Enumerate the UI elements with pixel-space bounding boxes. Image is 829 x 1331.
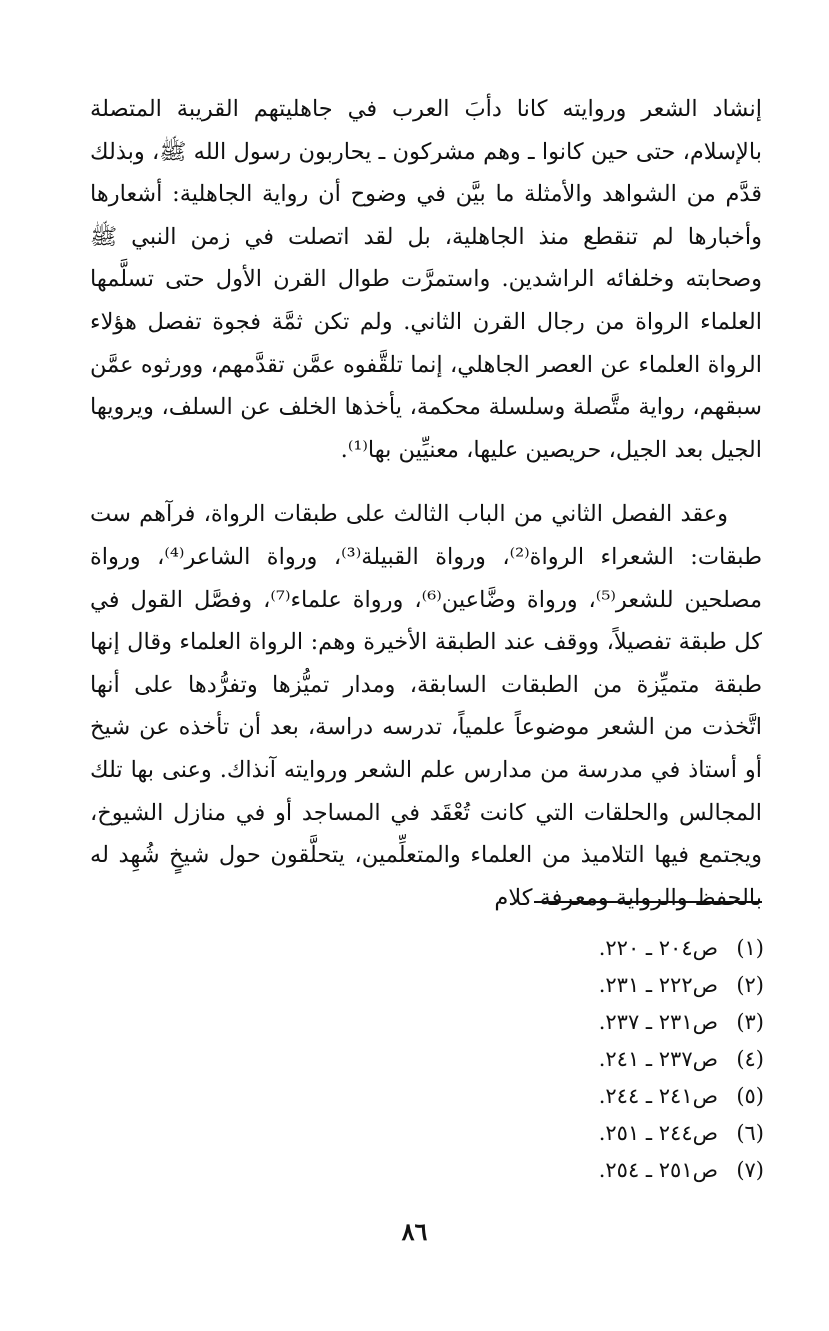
footnote-item (480, 930, 764, 967)
footnote-number: (٦) (736, 1121, 764, 1145)
footnote-text: ص٢٤٤ ـ ٢٥١. (598, 1121, 718, 1145)
paragraph-2: وعقد الفصل الثاني من الباب الثالث على طبقات الرواة، فرآهم ست طبقات: الشعراء الرواة⁽²⁾، ورواة القبيلة⁽³⁾، ورواة الشاعر⁽⁴⁾، ورواة مصلحين للشعر⁽⁵⁾، ورواة وضَّاعين⁽⁶⁾، ورواة علماء⁽⁷⁾، وفصَّل القول في كل طبقة تفصيلاً، ووقف عند الطبقة الأخيرة وهم: الرواة العلماء وقال إنها طبقة متميِّزة من الطبقات السابقة، ومدار تميُّزها وتفرُّدها على أنها اتَّخذت من الشعر موضوعاً علمياً، تدرسه دراسة، بعد أن تأخذه عن شيخ أو أستاذ في مدرسة من مدارس علم الشعر وروايته آنذاك. وعنى بها تلك المجالس والحلقات التي كانت تُعْقَد في المساجد أو في منازل الشيوخ، ويجتمع فيها التلاميذ من العلماء والمتعلِّمين، يتحلَّقون حول شيخٍ شُهِد له بالحفظ والرواية ومعرفة كلام (90, 501, 762, 911)
footnote-text: ص٢٥١ ـ ٢٥٤. (598, 1158, 718, 1182)
footnote-item (480, 1004, 764, 1041)
paragraph-1: إنشاد الشعر وروايته كانا دأبَ العرب في جاهليتهم القريبة المتصلة بالإسلام، حتى حين كانوا ـ وهم مشركون ـ يحاربون رسول الله ﷺ، وبذلك قدَّم من الشواهد والأمثلة ما بيَّن في وضوح أن رواية الجاهلية: أشعارها وأخبارها لم تنقطع منذ الجاهلية، بل لقد اتصلت في زمن النبي ﷺ وصحابته وخلفائه الراشدين. واستمرَّت طوال القرن الأول حتى تسلَّمها العلماء الرواة من رجال القرن الثاني. ولم تكن ثمَّة فجوة تفصل هؤلاء الرواة العلماء عن العصر الجاهلي، إنما تلقَّفوه عمَّن تقدَّمهم، وورثوه عمَّن سبقهم، رواية متَّصلة وسلسلة محكمة، يأخذها الخلف عن السلف، ويرويها الجيل بعد الجيل، حريصين عليها، معنيِّين بها⁽¹⁾. (90, 96, 762, 463)
footnote-number: (٤) (736, 1047, 764, 1071)
body-text (90, 88, 762, 919)
footnote-item (480, 1041, 764, 1078)
footnote-number: (٧) (736, 1158, 764, 1182)
footnote-text: ص٢٢٢ ـ ٢٣١. (598, 973, 718, 997)
footnote-text: ص٢٣١ ـ ٢٣٧. (598, 1010, 718, 1034)
footnote-item (480, 1078, 764, 1115)
footnote-number: (٥) (736, 1084, 764, 1108)
footnote-separator (534, 901, 762, 903)
footnote-number: (٢) (736, 973, 764, 997)
page-number: ٨٦ (401, 1217, 428, 1246)
footnotes (480, 930, 764, 1189)
footnote-item (480, 1115, 764, 1152)
footnote-item (480, 967, 764, 1004)
footnote-number: (١) (736, 936, 764, 960)
footnote-item (480, 1152, 764, 1189)
footnote-text: ص٢٤١ ـ ٢٤٤. (598, 1084, 718, 1108)
footnote-text: ص٢٠٤ ـ ٢٢٠. (598, 936, 718, 960)
footnote-number: (٣) (736, 1010, 764, 1034)
footnote-text: ص٢٣٧ ـ ٢٤١. (598, 1047, 718, 1071)
